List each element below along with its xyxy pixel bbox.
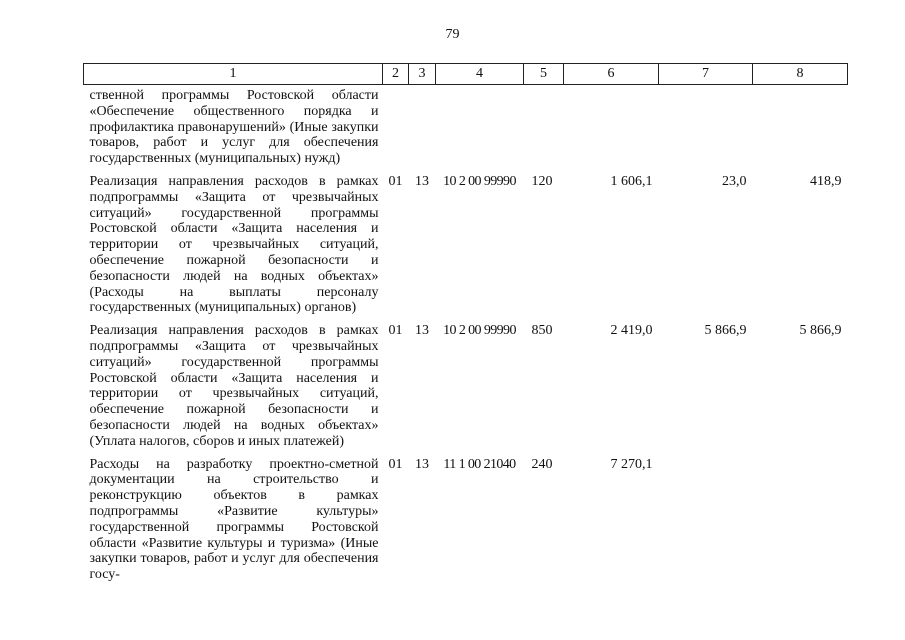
cell-subsection: 13 bbox=[415, 456, 429, 472]
cell-target-code: 11 1 00 21040 bbox=[443, 456, 516, 472]
cell-amount: 23,0 bbox=[722, 173, 747, 189]
cell-target-code bbox=[436, 85, 524, 167]
table-header-row bbox=[84, 64, 848, 85]
column-header: 7 bbox=[659, 64, 753, 85]
cell-section: 01 bbox=[388, 323, 403, 339]
cell-amount bbox=[564, 85, 659, 167]
cell-section bbox=[383, 85, 409, 167]
row-description: Реализация направления расходов в рамках подпрограммы «Защита от чрезвычайных ситуаций» государственной программы Ростовской области «Защита населения и территории от чрезвычайных ситуаций, обеспечение пожарной безопасности и безопасности людей на водных объектах» (Уплата налогов, сборов и иных платежей) bbox=[89, 323, 379, 449]
row-description: Реализация направления расходов в рамках подпрограммы «Защита от чрезвычайных ситуаций» государственной программы Ростовской области «Защита населения и территории от чрезвычайных ситуаций, обеспечение пожарной безопасности и безопасности людей на водных объектах» (Расходы на выплаты персоналу государственных (муниципальных) органов) bbox=[89, 173, 379, 316]
cell-target-code: 10 2 00 99990 bbox=[443, 323, 516, 339]
row-description: ственной программы Ростовской области «Обеспечение общественного порядка и профилактика правонарушений» (Иные закупки товаров, работ и услуг для обеспечения государственных (муниципальных) нужд) bbox=[89, 88, 379, 167]
cell-expense-type: 240 bbox=[531, 456, 553, 472]
cell-section: 01 bbox=[388, 173, 403, 189]
column-header: 6 bbox=[564, 64, 659, 85]
page-number: 79 bbox=[445, 27, 460, 42]
column-header: 5 bbox=[524, 64, 564, 85]
row-description: Расходы на разработку проектно-сметной документации на строительство и реконструкцию объектов в рамках подпрограммы «Развитие культуры» государственной программы Ростовской области «Развитие культуры и туризма» (Иные закупки товаров, работ и услуг для обеспечения госу- bbox=[89, 456, 379, 583]
column-header: 2 bbox=[383, 64, 409, 85]
cell-amount: 1 606,1 bbox=[610, 173, 653, 189]
table-row bbox=[84, 316, 848, 449]
column-header: 4 bbox=[436, 64, 524, 85]
budget-table bbox=[83, 63, 848, 583]
cell-subsection: 13 bbox=[415, 323, 429, 339]
table-row bbox=[84, 85, 848, 167]
cell-amount bbox=[659, 450, 753, 583]
cell-amount: 5 866,9 bbox=[704, 323, 747, 339]
column-header: 1 bbox=[84, 64, 383, 85]
cell-amount: 5 866,9 bbox=[799, 323, 842, 339]
table-row bbox=[84, 167, 848, 316]
cell-amount: 7 270,1 bbox=[610, 456, 653, 472]
column-header: 8 bbox=[753, 64, 848, 85]
cell-target-code: 10 2 00 99990 bbox=[443, 173, 516, 189]
cell-expense-type bbox=[524, 85, 564, 167]
cell-section: 01 bbox=[388, 456, 403, 472]
cell-expense-type: 120 bbox=[531, 173, 553, 189]
column-header: 3 bbox=[409, 64, 436, 85]
cell-subsection bbox=[409, 85, 436, 167]
table-row bbox=[84, 450, 848, 583]
cell-amount bbox=[753, 450, 848, 583]
cell-amount bbox=[753, 85, 848, 167]
cell-expense-type: 850 bbox=[531, 323, 553, 339]
cell-amount: 418,9 bbox=[810, 173, 842, 189]
cell-amount: 2 419,0 bbox=[610, 323, 653, 339]
cell-amount bbox=[659, 85, 753, 167]
cell-subsection: 13 bbox=[415, 173, 429, 189]
